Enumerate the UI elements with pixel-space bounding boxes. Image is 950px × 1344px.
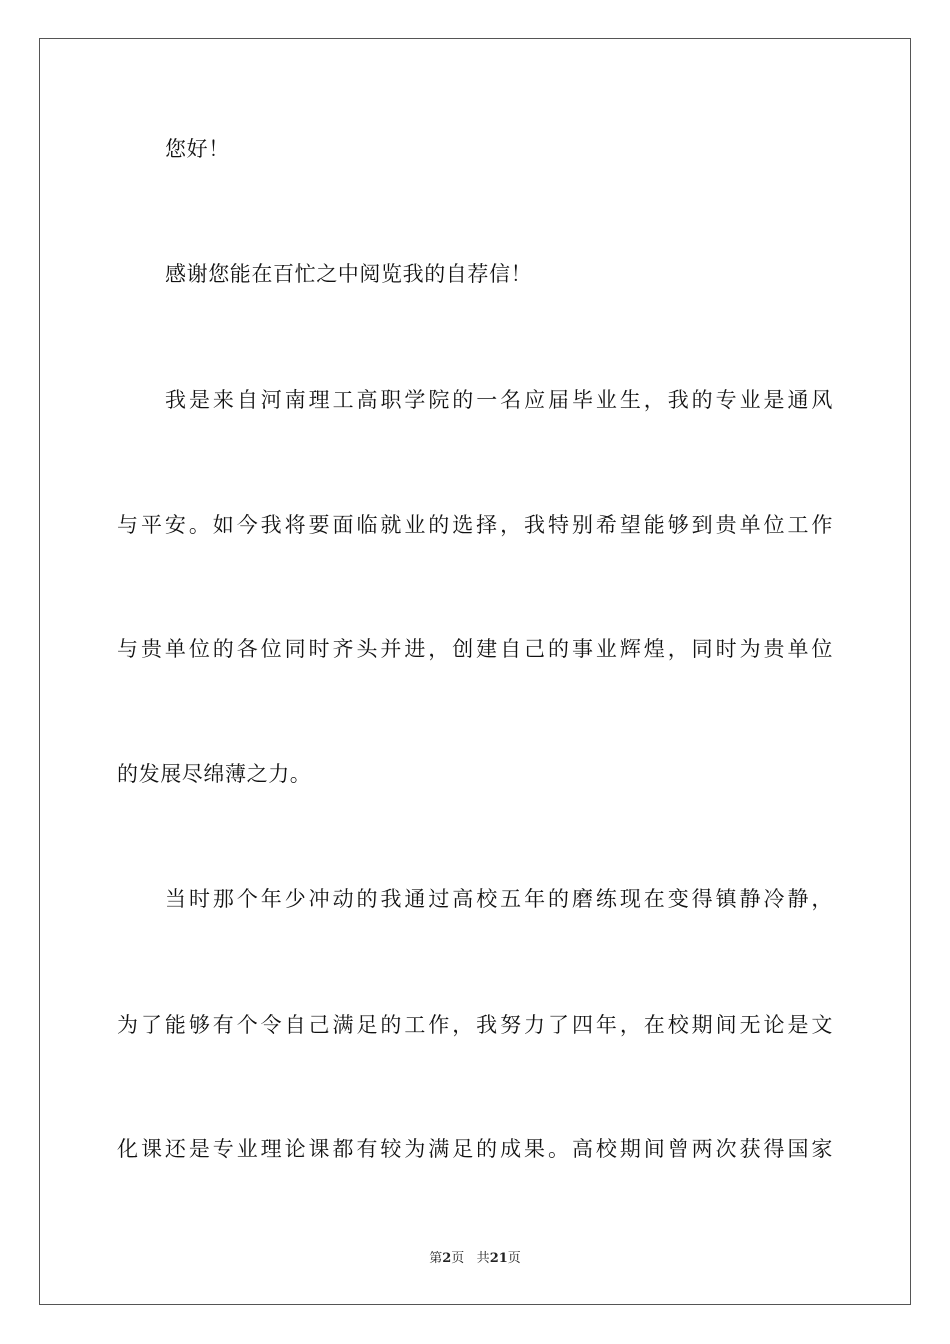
paragraph-2-line-2: 为了能够有个令自己满足的工作，我努力了四年，在校期间无论是文 [117, 1013, 833, 1037]
page-frame [39, 38, 911, 1305]
total-page-count: 21 [489, 1251, 508, 1266]
paragraph-1-line-4: 的发展尽绵薄之力。 [117, 762, 312, 786]
paragraph-2-line-1: 当时那个年少冲动的我通过高校五年的磨练现在变得镇静冷静， [165, 887, 833, 911]
total-prefix: 共 [476, 1251, 490, 1266]
greeting-line: 您好！ [165, 137, 230, 161]
paragraph-1-line-1: 我是来自河南理工高职学院的一名应届毕业生，我的专业是通风 [165, 388, 833, 412]
page-footer [0, 1247, 950, 1266]
paragraph-1-line-3: 与贵单位的各位同时齐头并进，创建自己的事业辉煌，同时为贵单位 [117, 637, 833, 661]
page-prefix: 第 [429, 1251, 443, 1266]
current-page-number: 2 [442, 1251, 452, 1266]
paragraph-2-line-3: 化课还是专业理论课都有较为满足的成果。高校期间曾两次获得国家 [117, 1137, 833, 1161]
total-suffix: 页 [507, 1251, 521, 1266]
page-suffix: 页 [451, 1251, 465, 1266]
paragraph-1-line-2: 与平安。如今我将要面临就业的选择，我特别希望能够到贵单位工作 [117, 513, 833, 537]
thanks-line: 感谢您能在百忙之中阅览我的自荐信！ [165, 262, 533, 286]
